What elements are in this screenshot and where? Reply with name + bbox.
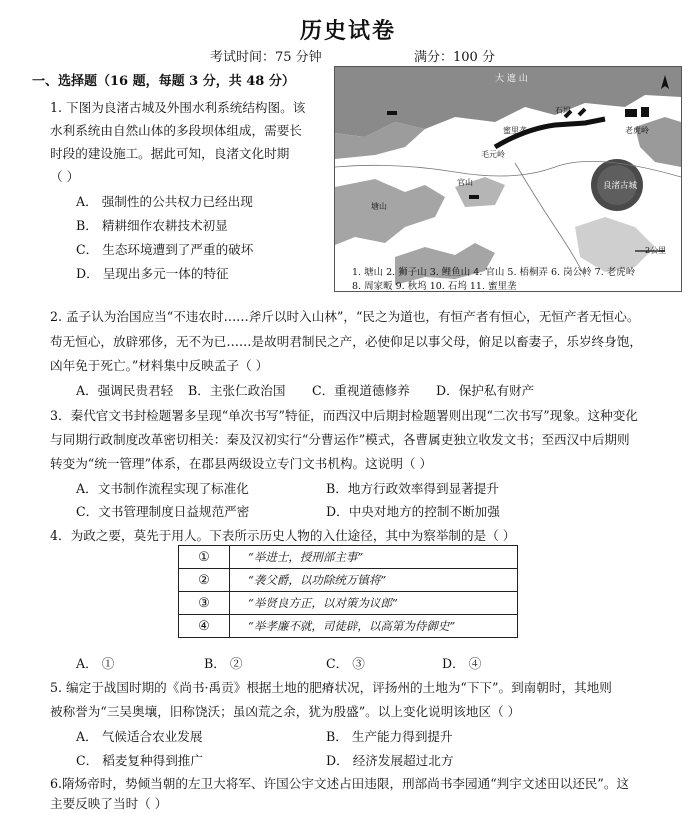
label-maoyuanling: 毛元岭 (481, 150, 505, 159)
question-4: 4．为政之要，莫先于用人。下表所示历史人物的入仕途径，其中为察举制的是（ ） (50, 528, 516, 543)
dam-low (469, 195, 479, 199)
label-mountain: 大 遮 山 (495, 74, 528, 84)
question-2-line: 苟无恒心，放辟邪侈，无不为已……是故明君制民之产，必使仰足以事父母，俯足以畜妻子，乐岁终身饱， (50, 333, 642, 349)
dam-west (387, 111, 397, 115)
option-d[interactable]: D．保护私有财产 (436, 383, 535, 398)
option-b[interactable]: B．地方行政效率得到显著提升 (326, 481, 499, 496)
legend-line: 1. 塘山 2. 狮子山 3. 鲤鱼山 4. 官山 5. 梧桐弄 6. 岗公岭 7. 老虎岭 (352, 267, 636, 278)
label-miliyuan: 蜜里垄 (503, 126, 527, 135)
full-score: 满分：100 分 (414, 50, 495, 65)
question-2-line: 凶年免于死亡。”材料集中反映孟子（ ） (50, 358, 269, 373)
label-scale: 2公里 (645, 246, 667, 255)
dam-zhoujiafan (641, 107, 649, 117)
question-1 (50, 96, 305, 188)
liangzhu-map (334, 66, 682, 292)
option-b[interactable]: B．主张仁政治国 (188, 383, 286, 398)
option-d[interactable]: D． 呈现出多元一体的特征 (76, 266, 229, 281)
question-1-options (76, 190, 253, 286)
option-d[interactable]: D． 经济发展超过北方 (326, 753, 454, 768)
label-guanshan: 官山 (457, 178, 473, 187)
hill-southeast (575, 217, 655, 272)
table-cell-text: “举孝廉不就，司徒辟，以高第为侍御史” (230, 615, 518, 638)
option-b[interactable]: B． 精耕细作农耕技术初显 (76, 218, 228, 233)
option-c[interactable]: C． 生态环境遭到了严重的破坏 (76, 242, 254, 257)
table-cell-text: “举进士，授刑部主事” (230, 546, 518, 569)
option-b[interactable]: B． ② (204, 656, 243, 671)
option-c[interactable]: C．重视道德修养 (312, 383, 410, 398)
label-laohuling: 老虎岭 (625, 126, 649, 135)
table-cell-text: “袭父爵，以功除统万镇将” (230, 569, 518, 592)
option-c[interactable]: C． 稻麦复种得到推广 (76, 753, 203, 768)
question-6-line: 6.隋炀帝时，势倾当朝的左卫大将军、许国公宇文述占田违限，刑部尚书李园通“判宇文述田以还民”。这 (50, 776, 630, 791)
dam-laohuling (625, 109, 637, 117)
table-row (179, 546, 518, 569)
question-5-line: 被称誉为“三吴奥壤，旧称饶沃；虽凶荒之余，犹为殷盛”。以上变化说明该地区（ ） (50, 704, 521, 719)
mountain-southwest (335, 179, 445, 245)
question-6 (50, 774, 629, 814)
question-4-table (178, 545, 518, 638)
question-2-line: 2. 孟子认为治国应当“不违农时……斧斤以时入山林”，“民之为道也，有恒产者有恒心，无恒产者无恒心。 (50, 309, 640, 324)
exam-time: 考试时间：75 分钟 (210, 50, 322, 65)
question-3-line: 与同期行政制度改革密切相关：秦及汉初实行“分曹运作”模式，各曹属吏独立收发文书；至西汉中后期则 (50, 432, 630, 447)
table-row (179, 569, 518, 592)
section-title: 一、选择题（16 题，每题 3 分，共 48 分） (32, 74, 295, 89)
option-a[interactable]: A． ① (76, 656, 115, 671)
question-1-line: 水利系统由自然山体的多段坝体组成，需要长 (50, 123, 302, 138)
table-row (179, 615, 518, 638)
label-lingshan: 塘山 (371, 202, 387, 211)
question-5-line: 5. 编定于战国时期的《尚书·禹贡》根据土地的肥瘠状况，评扬州的土地为“下下”。到南朝时，其地则 (50, 680, 612, 695)
table-row (179, 592, 518, 615)
option-a[interactable]: A．强调民贵君轻 (76, 383, 174, 398)
option-b[interactable]: B． 生产能力得到提升 (326, 729, 453, 744)
question-3-line: 3．秦代官文书封检题署多呈现“单次书写”特征，而西汉中后期封检题署则出现“二次书写”现象。这种变化 (50, 408, 638, 423)
option-d[interactable]: D．中央对地方的控制不断加强 (326, 504, 500, 519)
question-3 (50, 404, 638, 476)
option-c[interactable]: C．文书管理制度日益规范严密 (76, 504, 250, 519)
river-south (515, 163, 585, 277)
question-3-line: 转变为“统一管理”体系，在郡县两级设立专门文书机构。这说明（ ） (50, 456, 433, 471)
legend-line: 8. 周家畈 9. 秋坞 10. 石坞 11. 蜜里垄 (352, 281, 517, 292)
option-a[interactable]: A． 强制性的公共权力已经出现 (76, 194, 253, 209)
question-5 (50, 676, 612, 724)
question-1-line: 1. 下图为良渚古城及外围水利系统结构图。该 (50, 100, 306, 115)
table-cell-no: ③ (179, 592, 230, 615)
option-d[interactable]: D． ④ (442, 656, 482, 671)
table-cell-no: ② (179, 569, 230, 592)
table-cell-text: “举贤良方正，以对策为议郎” (230, 592, 518, 615)
question-1-line: 时段的建设施工。据此可知，良渚文化时期 (50, 146, 290, 161)
label-city: 良渚古城 (603, 181, 638, 191)
page-title: 历史试卷 (299, 18, 396, 44)
question-1-line: （ ） (50, 169, 80, 184)
question-6-line: 主要反映了当时（ ） (50, 796, 168, 811)
question-2 (50, 305, 642, 379)
option-c[interactable]: C． ③ (326, 656, 365, 671)
option-a[interactable]: A．文书制作流程实现了标准化 (76, 481, 249, 496)
map-legend (352, 266, 635, 294)
table-cell-no: ① (179, 546, 230, 569)
label-shicao: 石坞 (555, 106, 571, 115)
table-cell-no: ④ (179, 615, 230, 638)
option-a[interactable]: A． 气候适合农业发展 (76, 729, 203, 744)
